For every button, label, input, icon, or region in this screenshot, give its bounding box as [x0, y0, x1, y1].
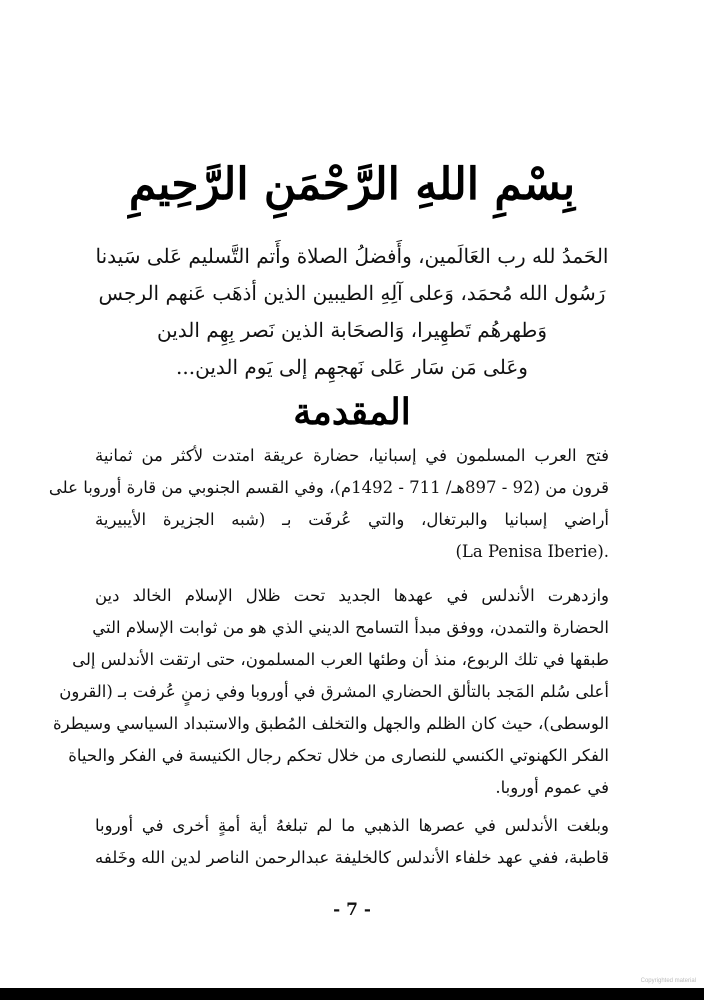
- paragraph-3: [95, 810, 609, 874]
- text-line: قاطبة، ففي عهد خلفاء الأندلس كالخليفة عبدالرحمن الناصر لدين الله وخَلفه: [95, 848, 609, 867]
- invocation-line: الحَمدُ لله رب العَالَمين، وأَفضلُ الصلاة وأَتم التَّسليم عَلى سَيدنا: [95, 244, 609, 268]
- page-number: - 7 -: [333, 900, 371, 920]
- text-line: الفكر الكهنوتي الكنسي للنصارى من خلال تحكم رجال الكنيسة في الفكر والحياة: [68, 746, 609, 765]
- paragraph-2: [52, 580, 609, 804]
- invocation-block: [70, 238, 634, 386]
- basmala-calligraphy: بِسْمِ اللهِ الرَّحْمَنِ الرَّحِيمِ: [128, 159, 576, 210]
- paragraph-1: [48, 440, 610, 568]
- invocation-line: وَطهرهُم تَطهِيرا، وَالصحَابة الذين نَصر بِهِم الدين: [157, 318, 547, 342]
- text-line: .(La Penisa Iberie): [455, 542, 609, 561]
- section-heading: المقدمة: [293, 391, 411, 433]
- invocation-line: وعَلى مَن سَار عَلى نَهجهِم إلى يَوم الدين...: [176, 355, 528, 379]
- text-line: أراضي إسبانيا والبرتغال، والتي عُرفَت بـ (شبه الجزيرة الأيبيرية: [95, 510, 609, 529]
- text-line: وبلغت الأندلس في عصرها الذهبي ما لم تبلغهُ أية أمةٍ أخرى في أوروبا: [95, 816, 609, 835]
- text-line: الوسطى)، حيث كان الظلم والجهل والتخلف المُطبق والاستبداد السياسي وسيطرة: [52, 714, 609, 733]
- text-line: في عموم أوروبا.: [495, 778, 609, 797]
- text-line: الحضارة والتمدن، ووفق مبدأ التسامح الديني الذي هو من ثوابت الإسلام التي: [92, 618, 609, 637]
- bottom-border-bar: [0, 988, 704, 1000]
- text-line: أعلى سُلم المَجد بالتألق الحضاري المشرق في أوروبا وفي زمنٍ عُرفت بـ (القرون: [59, 682, 609, 701]
- text-line: طبقها في تلك الربوع، منذ أن وطئها العرب المسلمون، حتى ارتقت الأندلس إلى: [72, 650, 609, 669]
- body-text: [48, 440, 610, 874]
- text-line: قرون من (92 - 897هـ/ 711 - 1492م)، وفي القسم الجنوبي من قارة أوروبا على: [48, 478, 609, 497]
- text-line: فتح العرب المسلمون في إسبانيا، حضارة عريقة امتدت لأكثر من ثمانية: [95, 446, 610, 465]
- text-line: وازدهرت الأندلس في عهدها الجديد تحت ظلال الإسلام الخالد دين: [95, 586, 609, 605]
- copyright-watermark: Copyrighted material: [640, 978, 696, 984]
- invocation-line: رَسُول الله مُحمَد، وَعلى آلِهِ الطيبين الذين أذهَب عَنهم الرجس: [98, 281, 606, 305]
